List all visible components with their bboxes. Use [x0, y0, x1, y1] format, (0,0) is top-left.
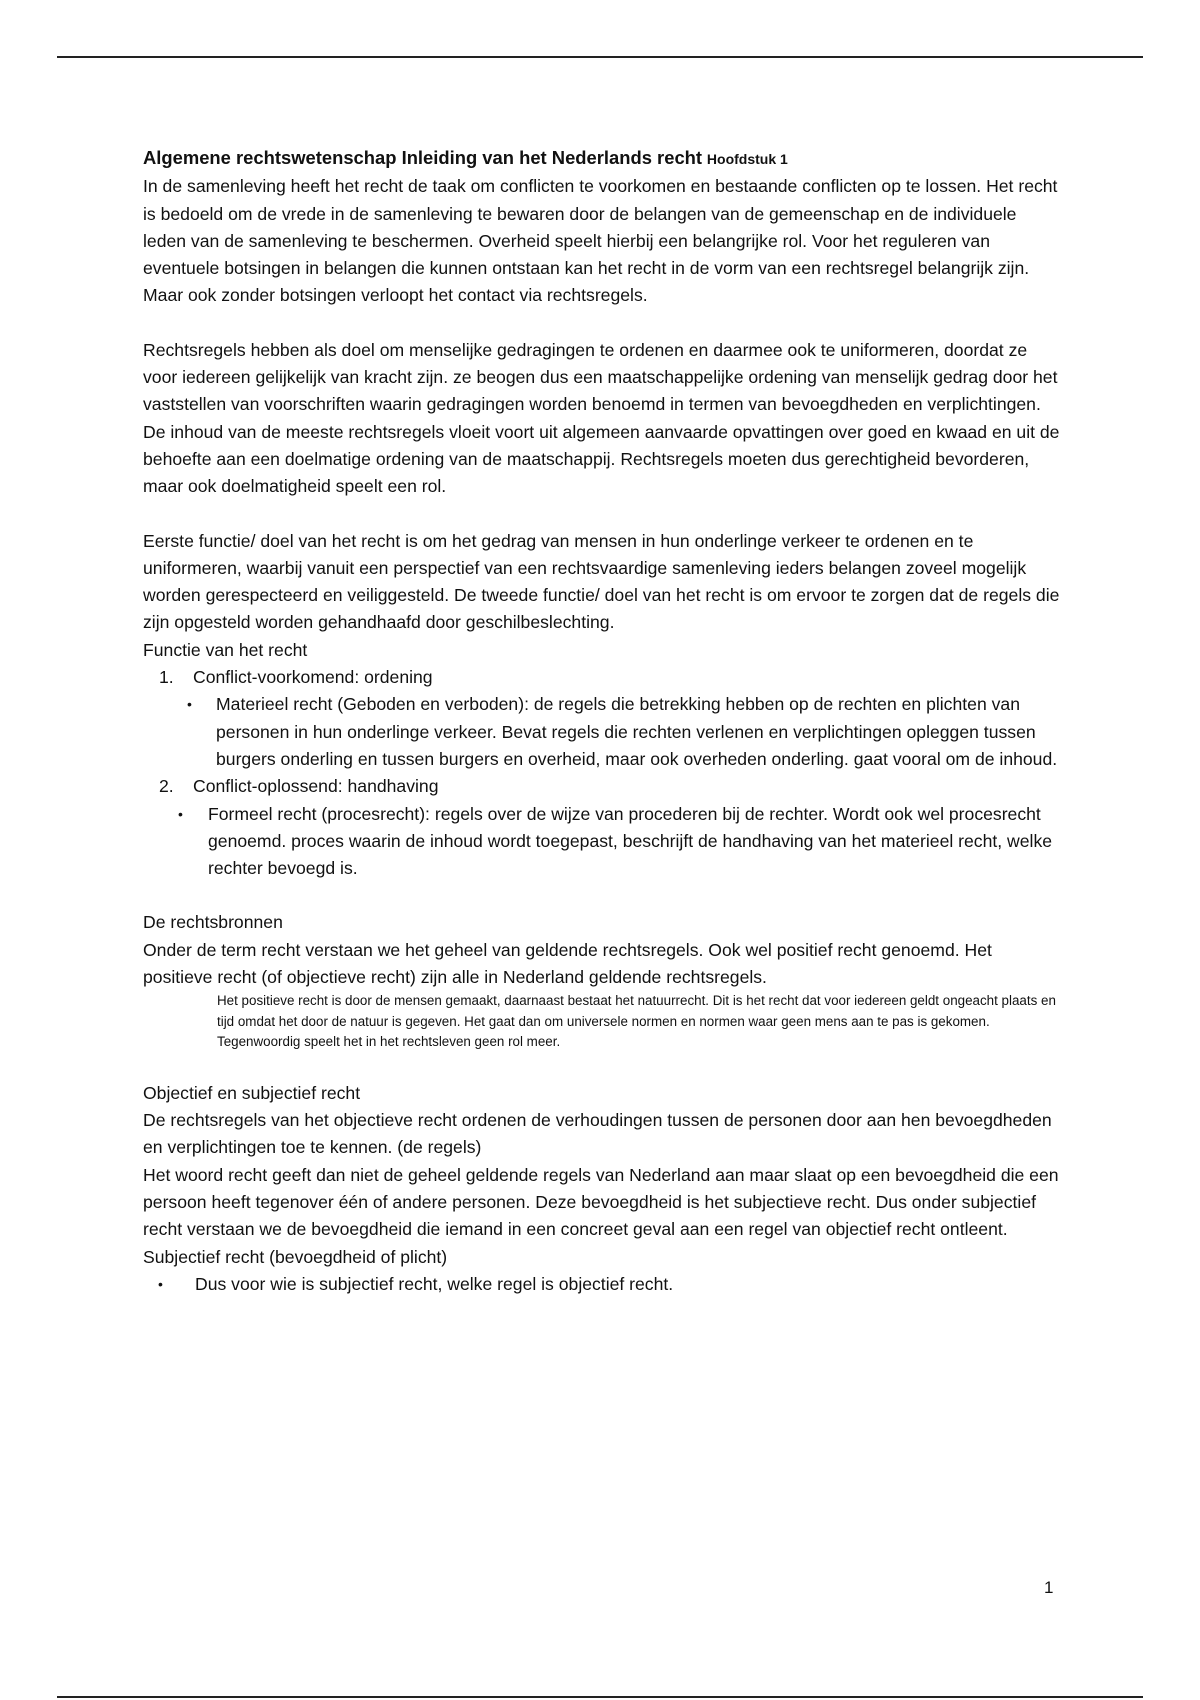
function-item — [159, 664, 1063, 773]
list-item — [143, 1271, 1063, 1298]
sources-note: Het positieve recht is door de mensen gemaakt, daarnaast bestaat het natuurrecht. Dit is het recht dat voor iedereen geldt ongeacht plaats en tijd omdat het door de natuur is gegeven. Het gaat dan om universele normen en normen waar geen mens aan te pas is gekomen. Tegenwoordig speelt het in het rechtsleven geen rol meer. — [217, 993, 1056, 1050]
spacer — [143, 310, 1063, 337]
bullet-icon: • — [178, 805, 183, 822]
function-item — [159, 773, 1063, 882]
function-label: Conflict-oplossend: handhaving — [193, 776, 439, 797]
paragraph-sources: Onder de term recht verstaan we het geheel van geldende rechtsregels. Ook wel positief recht genoemd. Het positieve recht (of objectieve recht) zijn alle in Nederland geldende rechtsregels. — [143, 939, 992, 988]
paragraph-functions-intro: Eerste functie/ doel van het recht is om het gedrag van mensen in hun onderlinge verkeer te ordenen en te uniformeren, waarbij vanuit een perspectief van een rechtsvaardige samenleving ieders belangen zoveel mogelijk worden gerespecteerd en veiliggesteld. De tweede functie/ doel van het recht is om ervoor te zorgen dat de regels die zijn opgesteld worden gehandhaafd door geschilbeslechting. — [143, 530, 1060, 633]
paragraph-objective-2: Het woord recht geeft dan niet de geheel geldende regels van Nederland aan maar slaat op een bevoegdheid die een persoon heeft tegenover één of andere personen. Deze bevoegdheid is het subjectieve recht. Dus onder subjectief recht verstaan we de bevoegdheid die iemand in een concreet geval aan een regel van objectief recht ontleent. Subjectief recht (bevoegdheid of plicht) — [143, 1164, 1059, 1267]
list-number: 1. — [159, 667, 174, 688]
paragraph-rules-purpose: Rechtsregels hebben als doel om menselijke gedragingen te ordenen en daarmee ook te uniformeren, doordat ze voor iedereen gelijkelijk van kracht zijn. ze beogen dus een maatschappelijke ordening van menselijk gedrag door het vaststellen van voorschriften waarin gedragingen worden benoemd in termen van bevoegdheden en verplichtingen. — [143, 339, 1058, 415]
functions-list — [143, 664, 1063, 882]
bullet-icon: • — [187, 696, 192, 713]
bullet-text: Dus voor wie is subjectief recht, welke regel is objectief recht. — [195, 1273, 674, 1294]
functions-heading: Functie van het recht — [143, 639, 308, 660]
function-bullets — [187, 691, 1063, 773]
function-label: Conflict-voorkomend: ordening — [193, 667, 433, 688]
footer-rule — [57, 1696, 1143, 1698]
document-title — [143, 144, 1063, 173]
bullet-text: Materieel recht (Geboden en verboden): de regels die betrekking hebben op de rechten en plichten van personen in hun onderlinge verkeer. Bevat regels die rechten verlenen en verplichtingen opleggen tussen burgers onderling en tussen burgers en overheid, maar ook overheden onderling. gaat vooral om de inhoud. — [216, 694, 1058, 769]
list-item — [187, 691, 1063, 773]
document-body — [143, 144, 1063, 1298]
paragraph-objective-1: De rechtsregels van het objectieve recht ordenen de verhoudingen tussen de personen door aan hen bevoegdheden en verplichtingen toe te kennen. (de regels) — [143, 1110, 1052, 1158]
spacer — [143, 1053, 1063, 1080]
sources-heading: De rechtsbronnen — [143, 912, 283, 933]
page-number: 1 — [1044, 1578, 1054, 1597]
header-rule — [57, 56, 1143, 58]
bullet-text: Formeel recht (procesrecht): regels over de wijze van procederen bij de rechter. Wordt ook wel procesrecht genoemd. proces waarin de inhoud wordt toegepast, beschrijft de handhaving van het materieel recht, welke rechter bevoegd is. — [208, 803, 1053, 879]
paragraph-rules-content: De inhoud van de meeste rechtsregels vloeit voort uit algemeen aanvaarde opvattingen over goed en kwaad en uit de behoefte aan een doelmatige ordening van de maatschappij. Rechtsregels moeten dus gerechtigheid bevorderen, maar ook doelmatigheid speelt een rol. — [143, 421, 1060, 497]
title-chapter: Hoofdstuk 1 — [706, 151, 788, 167]
bullet-icon: • — [158, 1275, 163, 1292]
paragraph-intro: In de samenleving heeft het recht de taak om conflicten te voorkomen en bestaande conflicten op te lossen. Het recht is bedoeld om de vrede in de samenleving te bewaren door de belangen van de gemeenschap en de individuele leden van de samenleving te beschermen. Overheid speelt hierbij een belangrijke rol. Voor het reguleren van eventuele botsingen in belangen die kunnen ontstaan kan het recht in de vorm van een rechtsregel belangrijk zijn. Maar ook zonder botsingen verloopt het contact via rechtsregels. — [143, 176, 1058, 306]
title-main: Algemene rechtswetenschap Inleiding van het Nederlands recht — [143, 147, 703, 168]
list-number: 2. — [159, 776, 174, 797]
spacer — [143, 501, 1063, 528]
objective-heading: Objectief en subjectief recht — [143, 1082, 361, 1103]
list-item — [178, 801, 1063, 883]
function-bullets — [178, 801, 1063, 883]
spacer — [143, 882, 1063, 909]
